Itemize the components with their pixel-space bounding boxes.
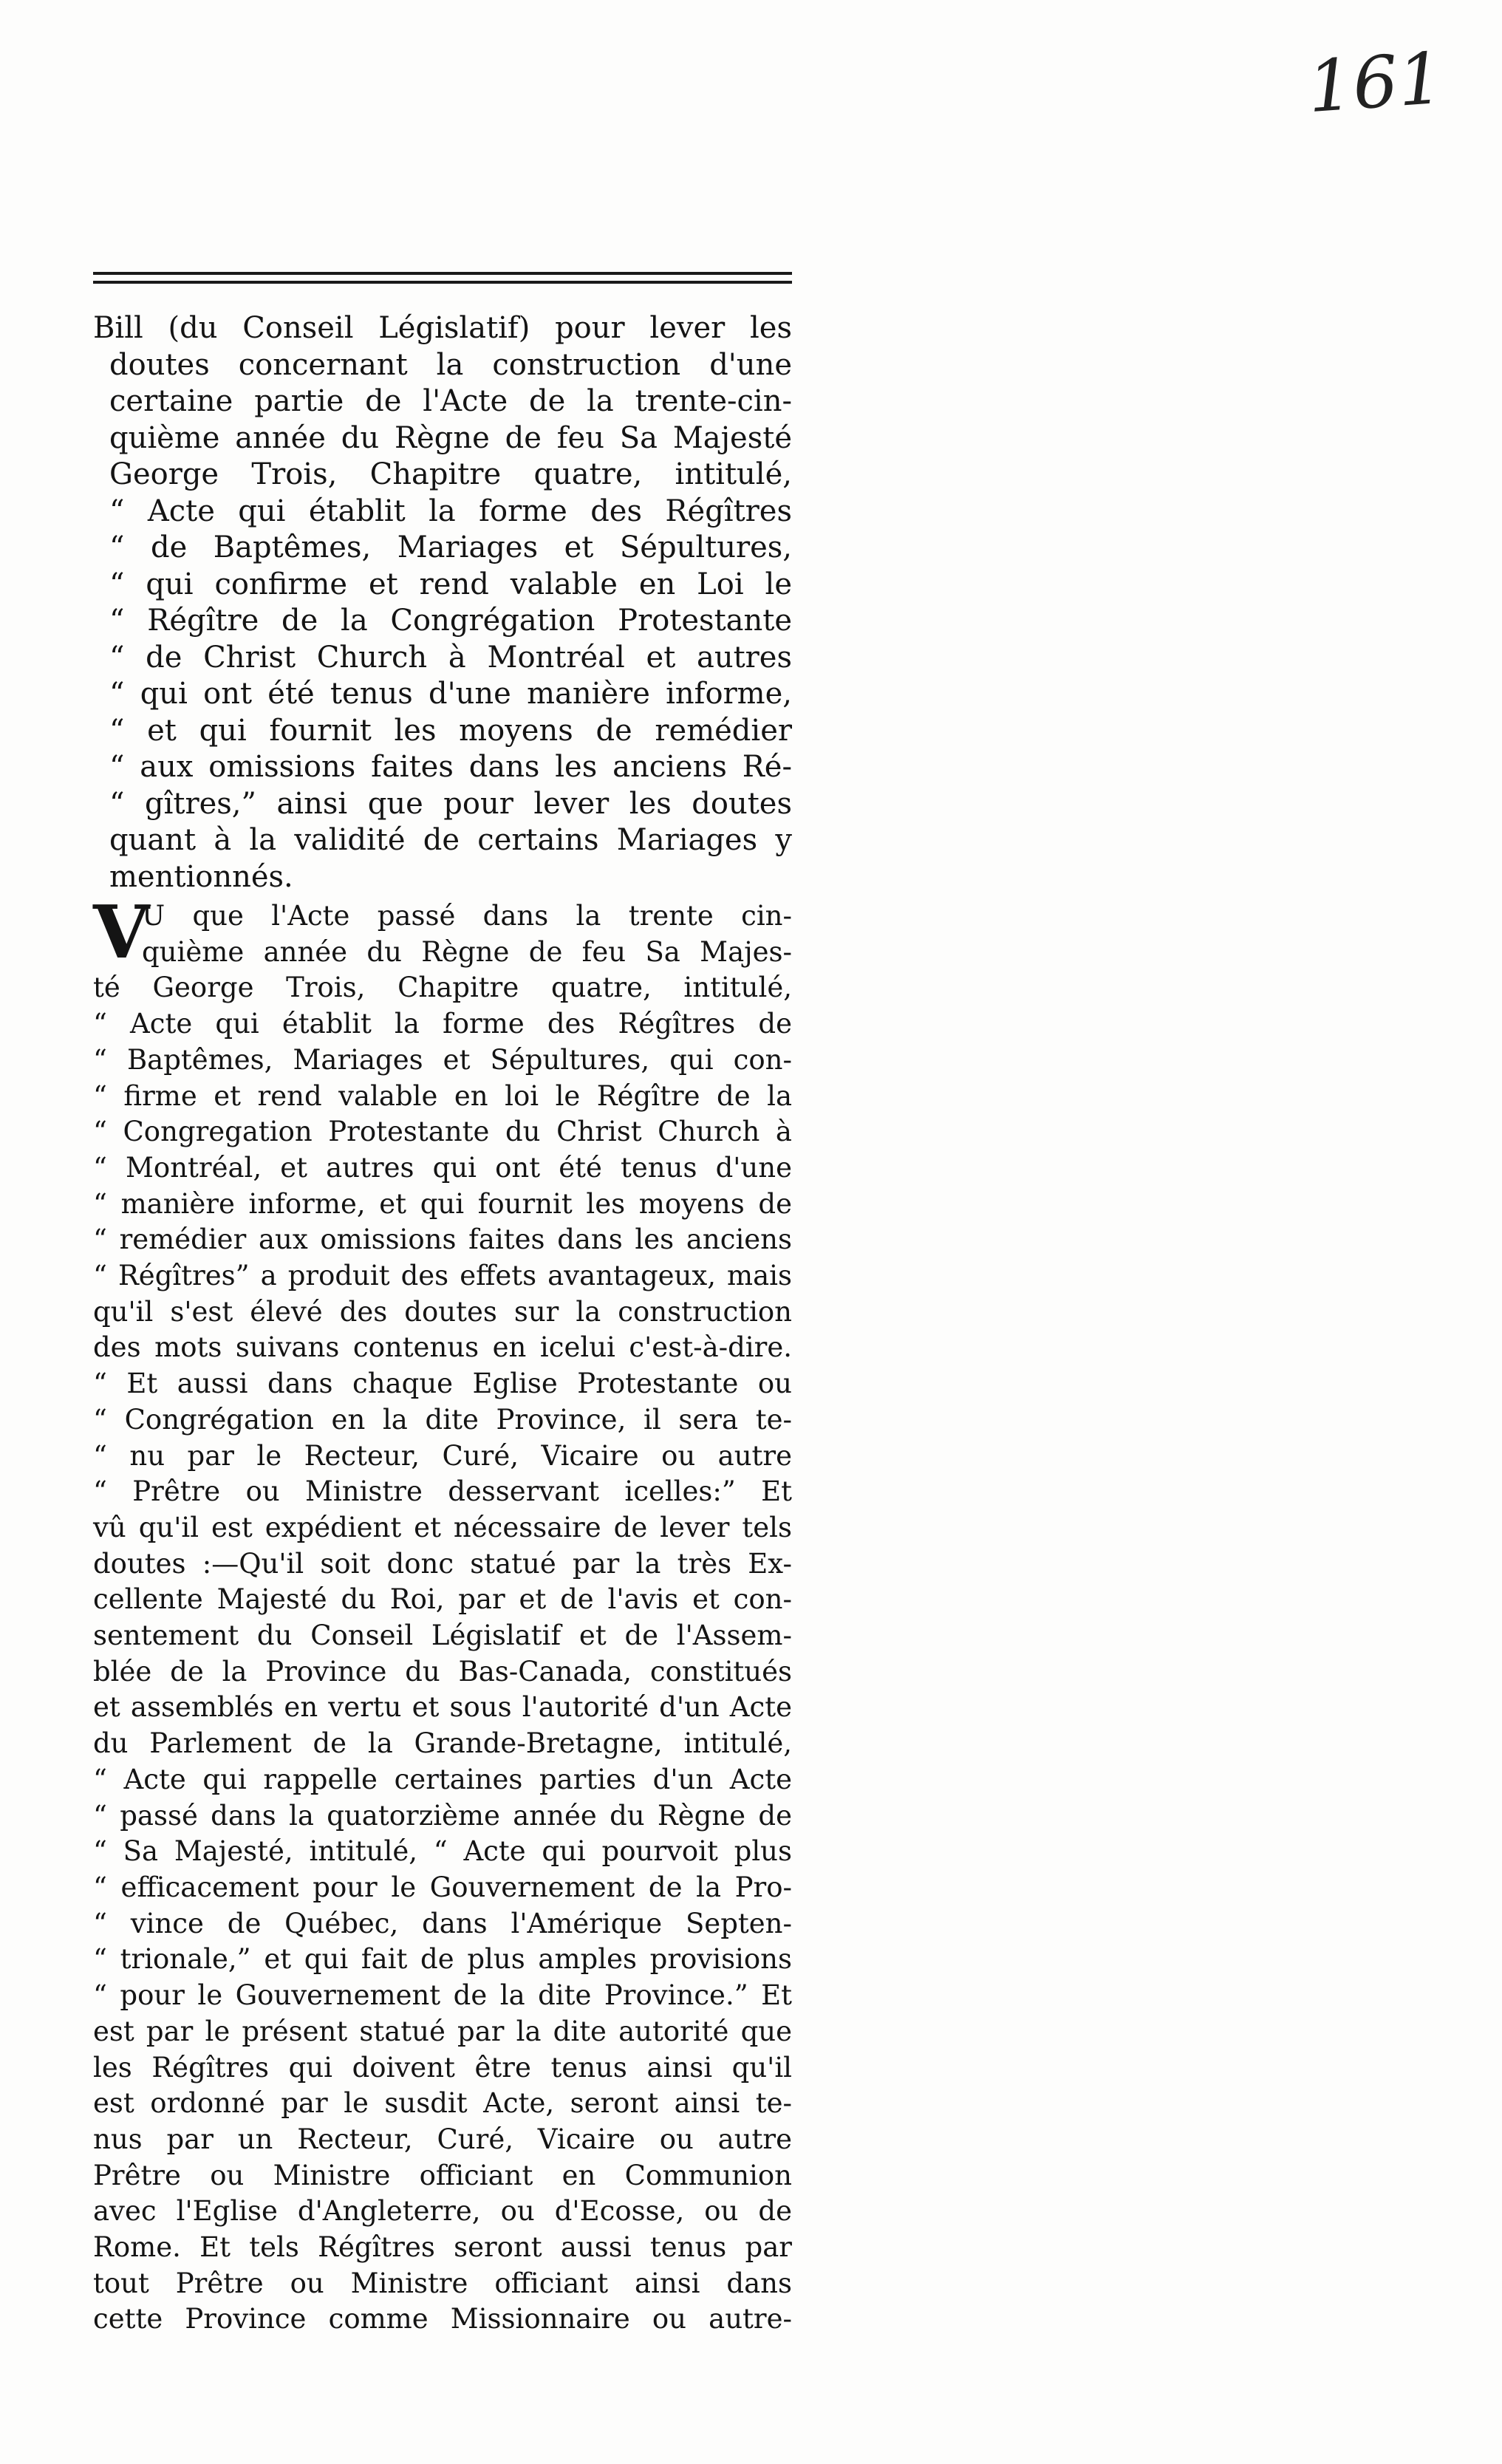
body-line: “ firme et rend valable en loi le Régître de la [93,1079,792,1112]
title-line: “ aux omissions faites dans les anciens Ré- [109,750,792,784]
title-line: Bill (du Conseil Législatif) pour lever les [93,311,792,345]
body-line: cellente Majesté du Roi, par et de l'avis et con- [93,1583,792,1616]
header-rule-top [93,272,792,275]
title-line: quant à la validité de certains Mariages y [109,823,792,857]
body-line: quième année du Règne de feu Sa Majes- [142,935,792,968]
body-line: nus par un Recteur, Curé, Vicaire ou autre [93,2123,792,2155]
drop-cap: V [93,890,150,975]
body-line: du Parlement de la Grande-Bretagne, intitulé, [93,1727,792,1760]
body-line: Prêtre ou Ministre officiant en Communion [93,2159,792,2191]
body-line: cette Province comme Missionnaire ou autre- [93,2303,792,2335]
body-line: “ Et aussi dans chaque Eglise Protestante ou [93,1368,792,1400]
title-line: “ gîtres,” ainsi que pour lever les doutes [109,786,792,821]
title-line: “ Régître de la Congrégation Protestante [109,604,792,638]
title-line: doutes concernant la construction d'une [109,347,792,382]
body-line: “ Baptêmes, Mariages et Sépultures, qui con- [93,1043,792,1076]
title-line: “ et qui fournit les moyens de remédier [109,713,792,748]
body-line: “ manière informe, et qui fournit les moyens de [93,1187,792,1220]
title-line: “ de Baptêmes, Mariages et Sépultures, [109,530,792,564]
body-line: “ Congregation Protestante du Christ Church à [93,1116,792,1148]
body-line: té George Trois, Chapitre quatre, intitulé, [93,972,792,1004]
body-line: “ pour le Gouvernement de la dite Province.” Et [93,1979,792,2012]
body-line: “ trionale,” et qui fait de plus amples provisions [93,1943,792,1976]
body-line: “ remédier aux omissions faites dans les anciens [93,1224,792,1256]
body-line: “ Acte qui rappelle certaines parties d'un Acte [93,1763,792,1795]
body-line: Rome. Et tels Régîtres seront aussi tenus par [93,2231,792,2264]
body-line: doutes :—Qu'il soit donc statué par la très Ex- [93,1547,792,1580]
title-line: “ de Christ Church à Montréal et autres [109,640,792,675]
body-line: les Régîtres qui doivent être tenus ainsi qu'il [93,2051,792,2084]
body-line: avec l'Eglise d'Angleterre, ou d'Ecosse, ou de [93,2195,792,2228]
body-line: “ Congrégation en la dite Province, il sera te- [93,1403,792,1436]
title-line: certaine partie de l'Acte de la trente-cin- [109,384,792,418]
title-line: George Trois, Chapitre quatre, intitulé, [109,457,792,491]
body-line: vû qu'il est expédient et nécessaire de lever tels [93,1511,792,1543]
bill-body [93,890,792,2338]
body-line: “ Prêtre ou Ministre desservant icelles:” Et [93,1475,792,1508]
body-line: “ vince de Québec, dans l'Amérique Septen- [93,1907,792,1939]
page-number: 161 [1305,36,1446,129]
body-line: blée de la Province du Bas-Canada, constitués [93,1655,792,1687]
title-line: “ qui ont été tenus d'une manière informe, [109,677,792,711]
body-line: “ efficacement pour le Gouvernement de la Pro- [93,1871,792,1903]
body-line: “ Régîtres” a produit des effets avantageux, mais [93,1260,792,1292]
body-line: qu'il s'est élevé des doutes sur la construction [93,1295,792,1328]
body-line: et assemblés en vertu et sous l'autorité d'un Acte [93,1691,792,1724]
bill-title [93,310,792,895]
header-rule-bottom [93,281,792,284]
body-line: “ passé dans la quatorzième année du Règne de [93,1799,792,1832]
body-line: “ Montréal, et autres qui ont été tenus d'une [93,1151,792,1184]
title-line: “ Acte qui établit la forme des Régîtres [109,494,792,528]
body-line: “ Sa Majesté, intitulé, “ Acte qui pourvoit plus [93,1835,792,1868]
body-line: “ nu par le Recteur, Curé, Vicaire ou autre [93,1439,792,1472]
body-line: des mots suivans contenus en icelui c'est-à-dire. [93,1331,792,1364]
body-line: tout Prêtre ou Ministre officiant ainsi dans [93,2267,792,2299]
title-line: quième année du Règne de feu Sa Majesté [109,420,792,455]
body-line: “ Acte qui établit la forme des Régîtres de [93,1008,792,1040]
title-line: “ qui confirme et rend valable en Loi le [109,567,792,601]
body-line: U que l'Acte passé dans la trente cin- [142,900,792,932]
title-line: mentionnés. [109,859,293,894]
body-line: sentement du Conseil Législatif et de l'Assem- [93,1620,792,1652]
body-line: est ordonné par le susdit Acte, seront ainsi te- [93,2087,792,2120]
body-line: est par le présent statué par la dite autorité que [93,2015,792,2047]
